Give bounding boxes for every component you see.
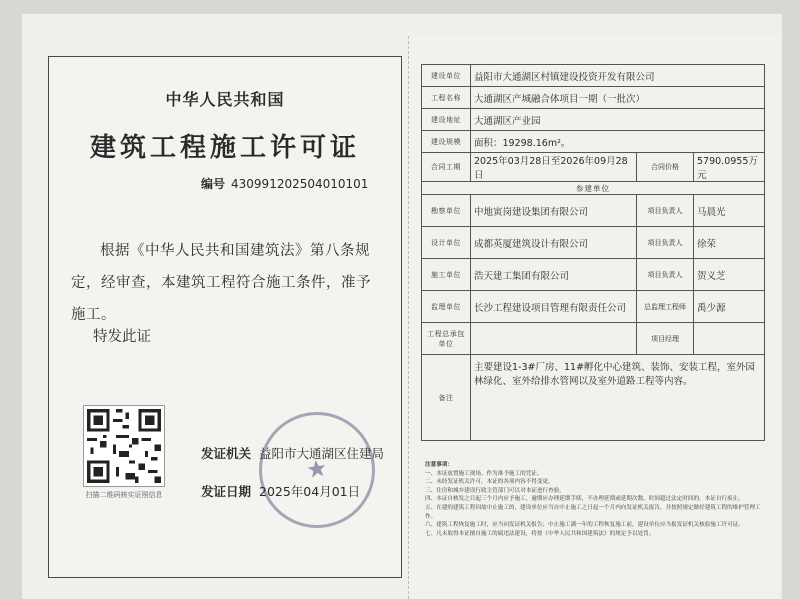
permit-body-text: 根据《中华人民共和国建筑法》第八条规定，经审查，本建筑工程符合施工条件，准予施工。 bbox=[71, 243, 371, 323]
participant-company: 浩天建工集团有限公司 bbox=[471, 259, 637, 291]
address-label: 建设地址 bbox=[422, 109, 471, 131]
scale-row bbox=[422, 131, 765, 153]
remarks-value: 主要建设1-3#厂房、11#孵化中心建筑、装饰、安装工程，室外园林绿化、室外给排水管网以及室外道路工程等内容。 bbox=[471, 355, 765, 441]
issue-date bbox=[201, 482, 360, 500]
permit-number-label: 编号 bbox=[201, 177, 226, 191]
participant-person bbox=[694, 323, 765, 355]
notice-item: 三、住房和城乡建设行政主管部门可以对本证进行查验。 bbox=[425, 487, 565, 494]
notices-title: 注意事项： bbox=[425, 462, 453, 468]
issuer-value: 益阳市大通湖区住建局 bbox=[259, 446, 385, 461]
participant-person: 马晨光 bbox=[694, 195, 765, 227]
participant-role: 设计单位 bbox=[422, 227, 471, 259]
notice-item: 六、建筑工程恢复施工时，应当向发证机关报告；中止施工满一年的工程恢复施工前，建设单位应当报发证机关核验施工许可证。 bbox=[425, 522, 744, 529]
participant-person-role: 总监理工程师 bbox=[637, 291, 694, 323]
participant-person-role: 项目经理 bbox=[637, 323, 694, 355]
builder-label: 建设单位 bbox=[422, 65, 471, 87]
notice-item: 七、凡未取得本证擅自施工的属违法建设，将按《中华人民共和国建筑法》的规定予以处罚。 bbox=[425, 530, 655, 537]
address-value: 大通湖区产业园 bbox=[471, 109, 765, 131]
participant-row bbox=[422, 323, 765, 355]
participant-role: 工程总承包单位 bbox=[422, 323, 471, 355]
notice-item: 四、本证自核发之日起三个月内应予施工，逾期应办理延期手续，不办理延期或延期次数、时间超过法定时间的，本证自行废止。 bbox=[425, 496, 744, 503]
participant-person-role: 项目负责人 bbox=[637, 195, 694, 227]
issue-date-value: 2025年04月01日 bbox=[259, 484, 361, 499]
issuing-authority bbox=[201, 444, 384, 462]
notice-item: 二、未经发证机关许可，本证的各项内容不得变更。 bbox=[425, 479, 554, 486]
participant-person: 贺义芝 bbox=[694, 259, 765, 291]
participant-company: 长沙工程建设项目管理有限责任公司 bbox=[471, 291, 637, 323]
project-name-row bbox=[422, 87, 765, 109]
participant-company: 成都英厦建筑设计有限公司 bbox=[471, 227, 637, 259]
official-seal bbox=[259, 412, 375, 528]
participant-person: 徐荣 bbox=[694, 227, 765, 259]
project-info-table bbox=[421, 64, 765, 441]
permit-title: 建筑工程施工许可证 bbox=[89, 133, 360, 163]
scale-label: 建设规模 bbox=[422, 131, 471, 153]
participants-header-row bbox=[422, 182, 765, 195]
notices-section bbox=[425, 461, 765, 538]
participant-row bbox=[422, 227, 765, 259]
participants-header: 参建单位 bbox=[422, 182, 765, 195]
participant-role: 监理单位 bbox=[422, 291, 471, 323]
participant-person: 禹少源 bbox=[694, 291, 765, 323]
participant-person-role: 项目负责人 bbox=[637, 259, 694, 291]
remarks-row bbox=[422, 355, 765, 441]
qr-caption: 扫描二维码核实证照信息 bbox=[85, 491, 163, 499]
participant-row bbox=[422, 259, 765, 291]
remarks-label: 备注 bbox=[422, 355, 471, 441]
price-value: 5790.0955万元 bbox=[694, 153, 765, 182]
participant-role: 勘察单位 bbox=[422, 195, 471, 227]
issuer-label: 发证机关 bbox=[201, 446, 252, 461]
permit-details-page bbox=[408, 36, 779, 599]
contract-row bbox=[422, 153, 765, 182]
participant-person-role: 项目负责人 bbox=[637, 227, 694, 259]
notice-item: 五、在建的建筑工程因故中止施工的，建设单位应当自中止施工之日起一个月内向发证机关报告，并按照规定做好建筑工程的维护管理工作。 bbox=[425, 504, 761, 520]
permit-number-value: 430991202504010101 bbox=[231, 177, 369, 191]
participant-row bbox=[422, 195, 765, 227]
participant-company: 中地寅岗建设集团有限公司 bbox=[471, 195, 637, 227]
period-label: 合同工期 bbox=[422, 153, 471, 182]
issue-date-label: 发证日期 bbox=[201, 484, 252, 499]
permit-front-page bbox=[48, 56, 402, 578]
special-note: 特发此证 bbox=[93, 329, 151, 345]
builder-row bbox=[422, 65, 765, 87]
project-name-value: 大通湖区产城融合体项目一期（一批次） bbox=[471, 87, 765, 109]
notice-item: 一、本证放置施工现场，作为准予施工的凭证。 bbox=[425, 470, 543, 477]
qr-code[interactable] bbox=[83, 405, 165, 487]
participant-row bbox=[422, 291, 765, 323]
permit-number bbox=[201, 175, 368, 192]
participant-role: 施工单位 bbox=[422, 259, 471, 291]
period-value: 2025年03月28日至2026年09月28日 bbox=[471, 153, 637, 182]
price-label: 合同价格 bbox=[637, 153, 694, 182]
participant-company bbox=[471, 323, 637, 355]
project-name-label: 工程名称 bbox=[422, 87, 471, 109]
scale-value: 面积：19298.16m²。 bbox=[471, 131, 765, 153]
address-row bbox=[422, 109, 765, 131]
builder-value: 益阳市大通湖区村镇建设投资开发有限公司 bbox=[471, 65, 765, 87]
country-name: 中华人民共和国 bbox=[165, 90, 285, 109]
